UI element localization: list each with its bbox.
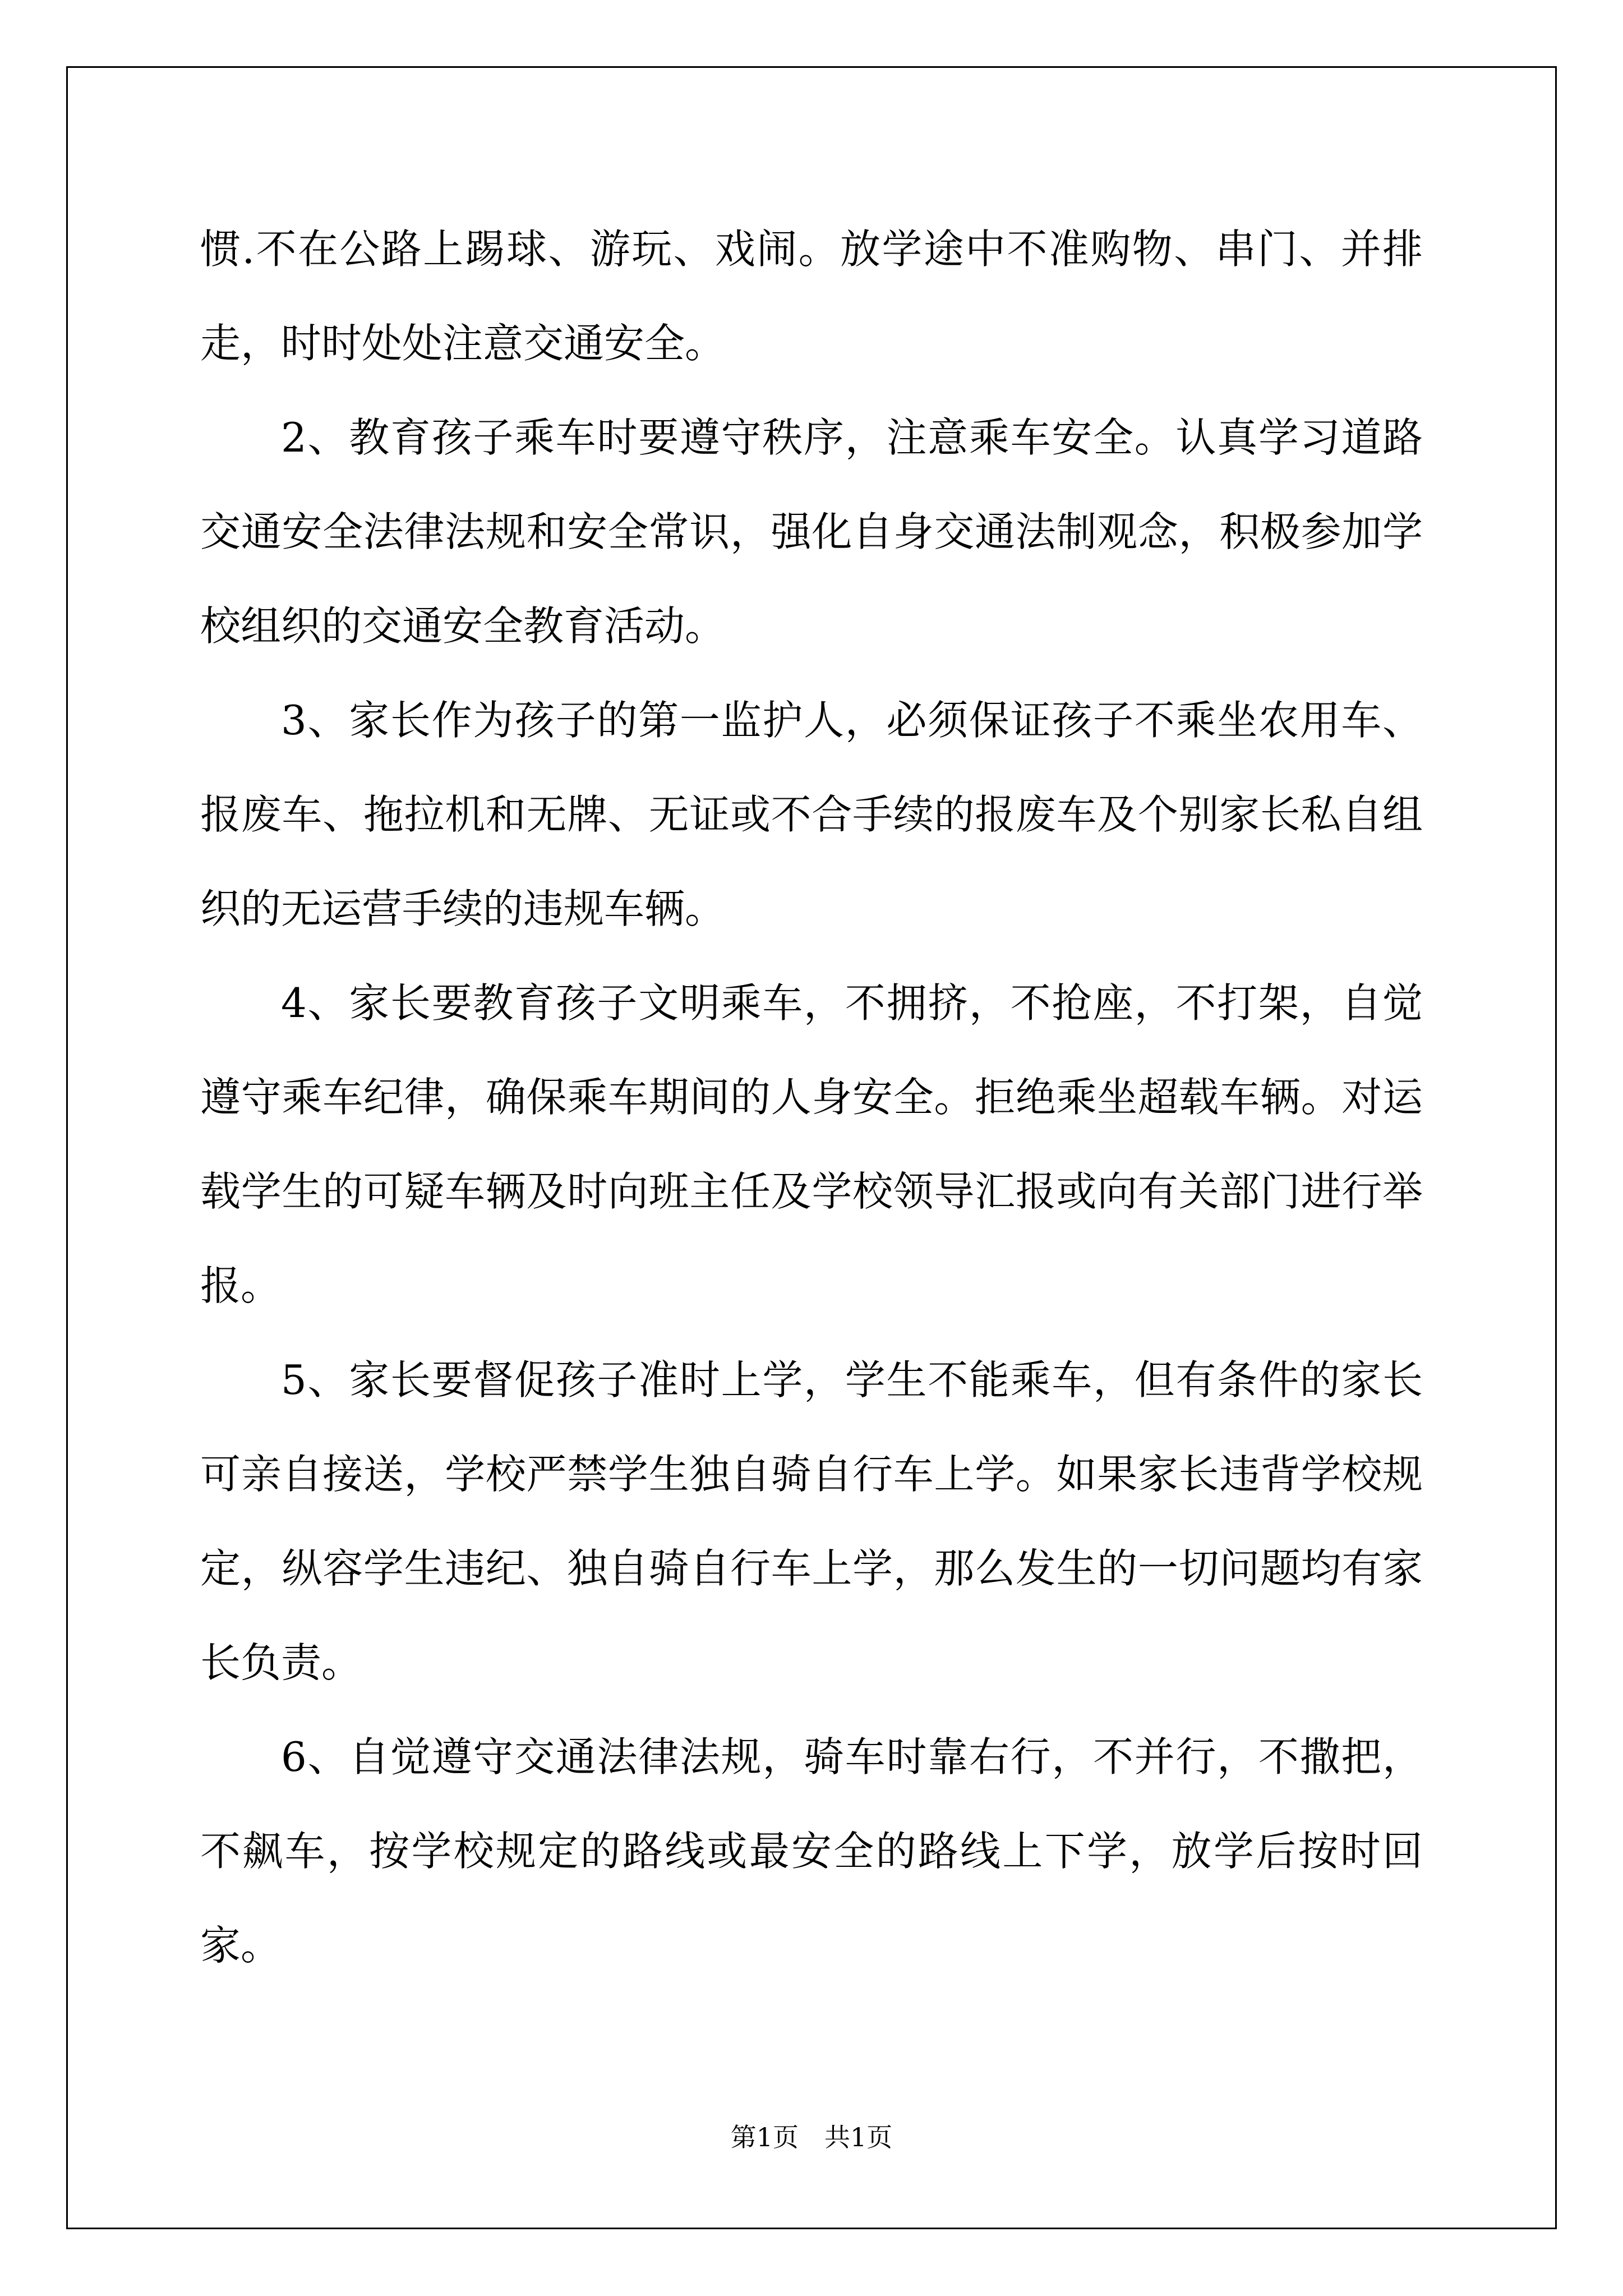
- page-total: 共1页: [824, 2122, 893, 2152]
- paragraph-item-5: 5、家长要督促孩子准时上学，学生不能乘车，但有条件的家长可亲自接送，学校严禁学生独自骑自行车上学。如果家长违背学校规定，纵容学生违纪、独自骑自行车上学，那么发生的一切问题均有家长负责。: [200, 1356, 1423, 1686]
- page-number: 第1页: [730, 2122, 799, 2152]
- paragraph-item-4: 4、家长要教育孩子文明乘车，不拥挤，不抢座，不打架，自觉遵守乘车纪律，确保乘车期间的人身安全。拒绝乘坐超载车辆。对运载学生的可疑车辆及时向班主任及学校领导汇报或向有关部门进行举报。: [200, 979, 1423, 1309]
- document-body: [200, 202, 1423, 1993]
- paragraph-continuation: 惯.不在公路上踢球、游玩、戏闹。放学途中不准购物、串门、并排走，时时处处注意交通安全。: [200, 226, 1423, 367]
- page-footer: [0, 2120, 1623, 2154]
- paragraph-item-2: 2、教育孩子乘车时要遵守秩序，注意乘车安全。认真学习道路交通安全法律法规和安全常识，强化自身交通法制观念，积极参加学校组织的交通安全教育活动。: [200, 414, 1423, 650]
- paragraph-item-3: 3、家长作为孩子的第一监护人，必须保证孩子不乘坐农用车、报废车、拖拉机和无牌、无证或不合手续的报废车及个别家长私自组织的无运营手续的违规车辆。: [200, 697, 1423, 932]
- paragraph-item-6: 6、自觉遵守交通法律法规，骑车时靠右行，不并行，不撒把，不飙车，按学校规定的路线或最安全的路线上下学，放学后按时回家。: [200, 1733, 1423, 1969]
